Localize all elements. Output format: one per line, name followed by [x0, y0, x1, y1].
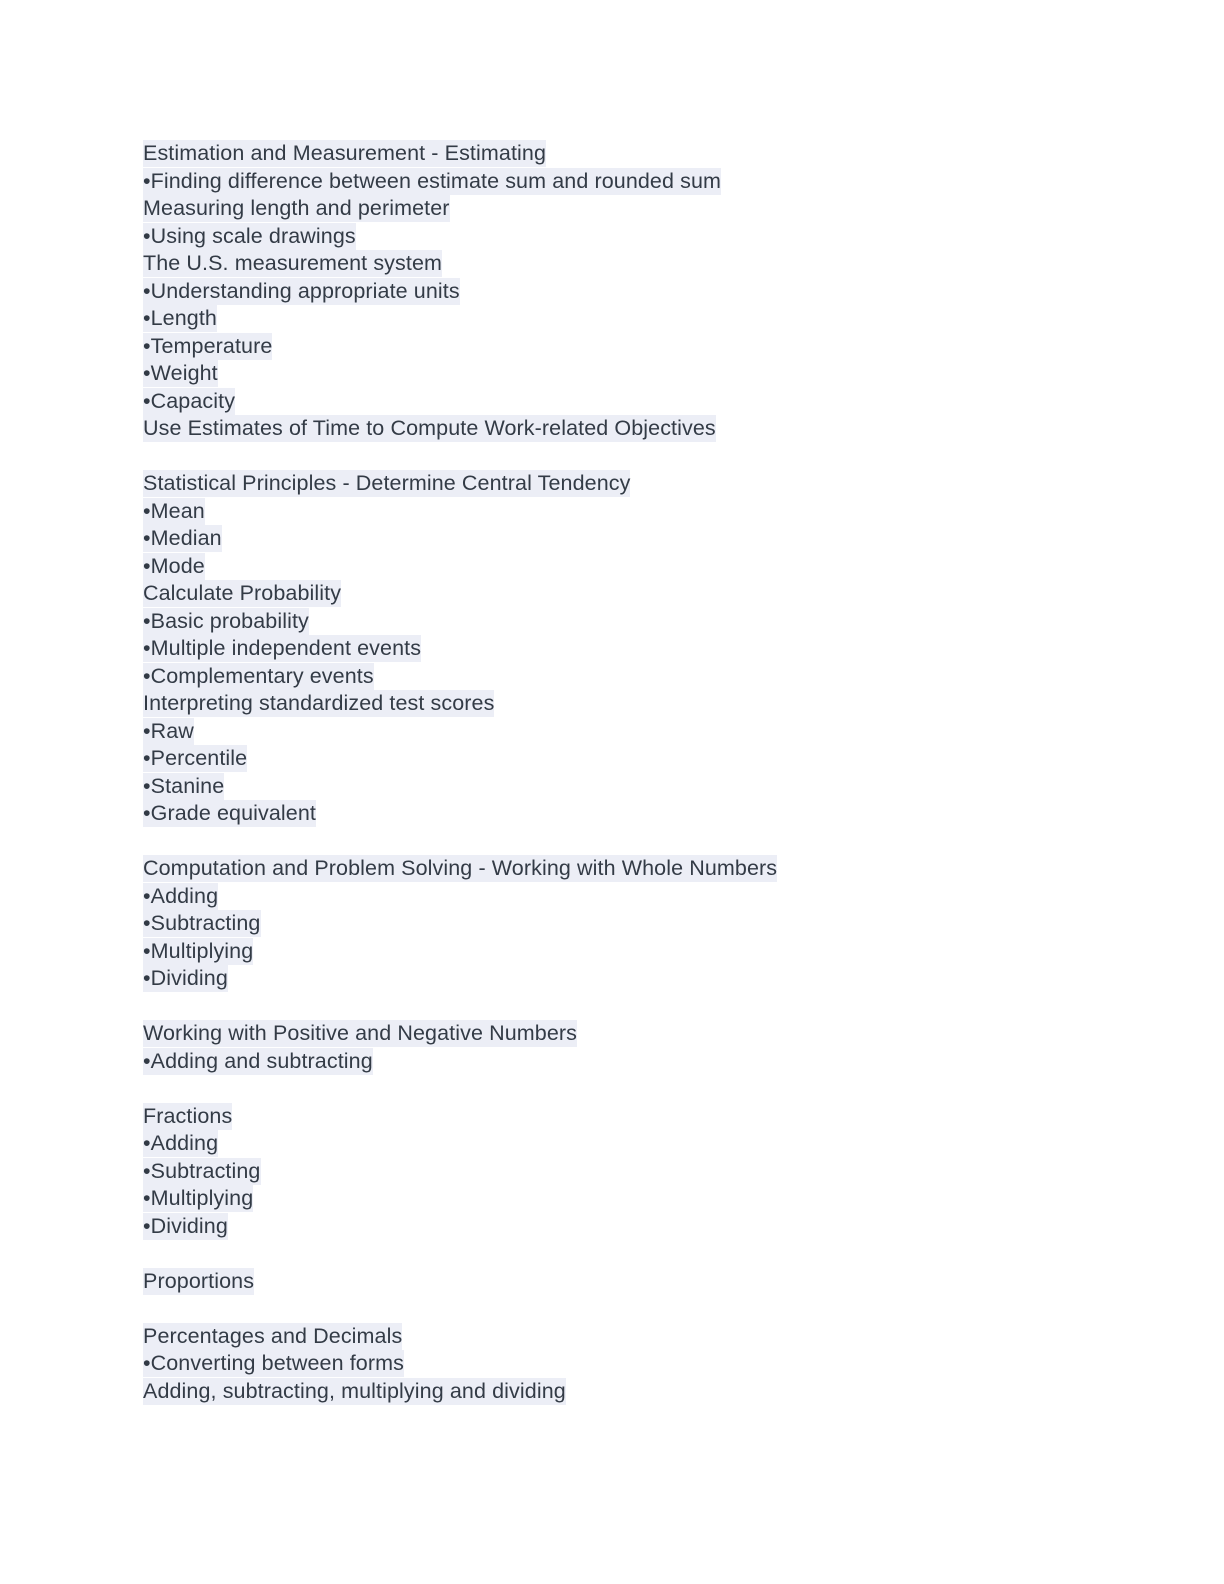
text-run: •Stanine — [143, 773, 225, 798]
text-run: Computation and Problem Solving - Working with Whole Numbers — [143, 856, 778, 880]
text-line — [143, 388, 1104, 416]
text-run: •Adding — [143, 883, 219, 908]
text-line — [143, 223, 1104, 251]
text-run: •Percentile — [143, 746, 248, 770]
text-line — [143, 1268, 1104, 1296]
text-line — [143, 1213, 1104, 1241]
text-line — [143, 1048, 1104, 1076]
text-run: Interpreting standardized test scores — [143, 691, 495, 715]
text-run: •Using scale drawings — [143, 223, 356, 248]
text-run: •Basic probability — [143, 608, 309, 633]
text-run: The U.S. measurement system — [143, 251, 443, 275]
text-line — [143, 663, 1104, 691]
text-line — [143, 278, 1104, 306]
text-run: Percentages and Decimals — [143, 1323, 403, 1348]
text-run: •Dividing — [143, 966, 228, 990]
blank-line — [143, 1075, 1104, 1103]
text-block — [143, 1323, 1104, 1406]
blank-line — [143, 1240, 1104, 1268]
text-line — [143, 855, 1104, 883]
text-line — [143, 470, 1104, 498]
text-run: Measuring length and perimeter — [143, 196, 450, 220]
text-block — [143, 140, 1104, 443]
text-line — [143, 1378, 1104, 1406]
text-run: •Capacity — [143, 388, 236, 413]
text-run: •Converting between forms — [143, 1351, 404, 1375]
text-run: •Dividing — [143, 1213, 228, 1238]
text-line — [143, 1130, 1104, 1158]
text-line — [143, 498, 1104, 526]
text-line — [143, 1323, 1104, 1351]
text-run: •Multiplying — [143, 938, 254, 963]
text-run: •Subtracting — [143, 1158, 261, 1183]
text-run: •Subtracting — [143, 911, 261, 935]
text-line — [143, 360, 1104, 388]
text-line — [143, 608, 1104, 636]
text-run: •Mode — [143, 553, 205, 578]
text-run: •Adding — [143, 1131, 219, 1155]
text-line — [143, 140, 1104, 168]
text-line — [143, 1158, 1104, 1186]
text-run: •Median — [143, 526, 222, 550]
text-line — [143, 1103, 1104, 1131]
text-line — [143, 525, 1104, 553]
text-run: •Finding difference between estimate sum and rounded sum — [143, 168, 722, 193]
text-run: •Understanding appropriate units — [143, 278, 460, 303]
text-run: Use Estimates of Time to Compute Work-related Objectives — [143, 416, 716, 440]
blank-line — [143, 443, 1104, 471]
text-line — [143, 690, 1104, 718]
text-block — [143, 1103, 1104, 1241]
text-run: •Weight — [143, 361, 218, 385]
text-line — [143, 773, 1104, 801]
text-run: •Multiple independent events — [143, 636, 422, 660]
blank-line — [143, 1295, 1104, 1323]
text-run: Estimation and Measurement - Estimating — [143, 141, 547, 165]
text-line — [143, 1185, 1104, 1213]
text-run: Working with Positive and Negative Numbers — [143, 1021, 577, 1045]
text-run: •Grade equivalent — [143, 801, 316, 825]
text-run: •Temperature — [143, 333, 273, 358]
text-line — [143, 250, 1104, 278]
text-run: Fractions — [143, 1103, 233, 1128]
text-line — [143, 580, 1104, 608]
text-block — [143, 470, 1104, 828]
text-line — [143, 635, 1104, 663]
text-run: •Complementary events — [143, 663, 374, 688]
text-line — [143, 553, 1104, 581]
text-run: •Adding and subtracting — [143, 1048, 373, 1073]
text-run: Calculate Probability — [143, 581, 342, 605]
text-line — [143, 883, 1104, 911]
text-run: •Multiplying — [143, 1186, 254, 1210]
text-line — [143, 718, 1104, 746]
blank-line — [143, 828, 1104, 856]
text-line — [143, 745, 1104, 773]
text-block — [143, 855, 1104, 993]
text-run: •Raw — [143, 718, 194, 743]
text-line — [143, 965, 1104, 993]
blank-line — [143, 993, 1104, 1021]
text-line — [143, 333, 1104, 361]
text-run: Statistical Principles - Determine Central Tendency — [143, 471, 631, 495]
text-line — [143, 1020, 1104, 1048]
text-block — [143, 1268, 1104, 1296]
text-line — [143, 168, 1104, 196]
text-line — [143, 305, 1104, 333]
text-line — [143, 938, 1104, 966]
text-run: Adding, subtracting, multiplying and dividing — [143, 1378, 566, 1403]
text-line — [143, 415, 1104, 443]
text-line — [143, 1350, 1104, 1378]
text-run: Proportions — [143, 1268, 255, 1293]
text-line — [143, 800, 1104, 828]
text-line — [143, 910, 1104, 938]
text-run: •Mean — [143, 498, 205, 523]
text-run: •Length — [143, 306, 217, 330]
text-block — [143, 1020, 1104, 1075]
document-body — [143, 140, 1104, 1405]
text-line — [143, 195, 1104, 223]
